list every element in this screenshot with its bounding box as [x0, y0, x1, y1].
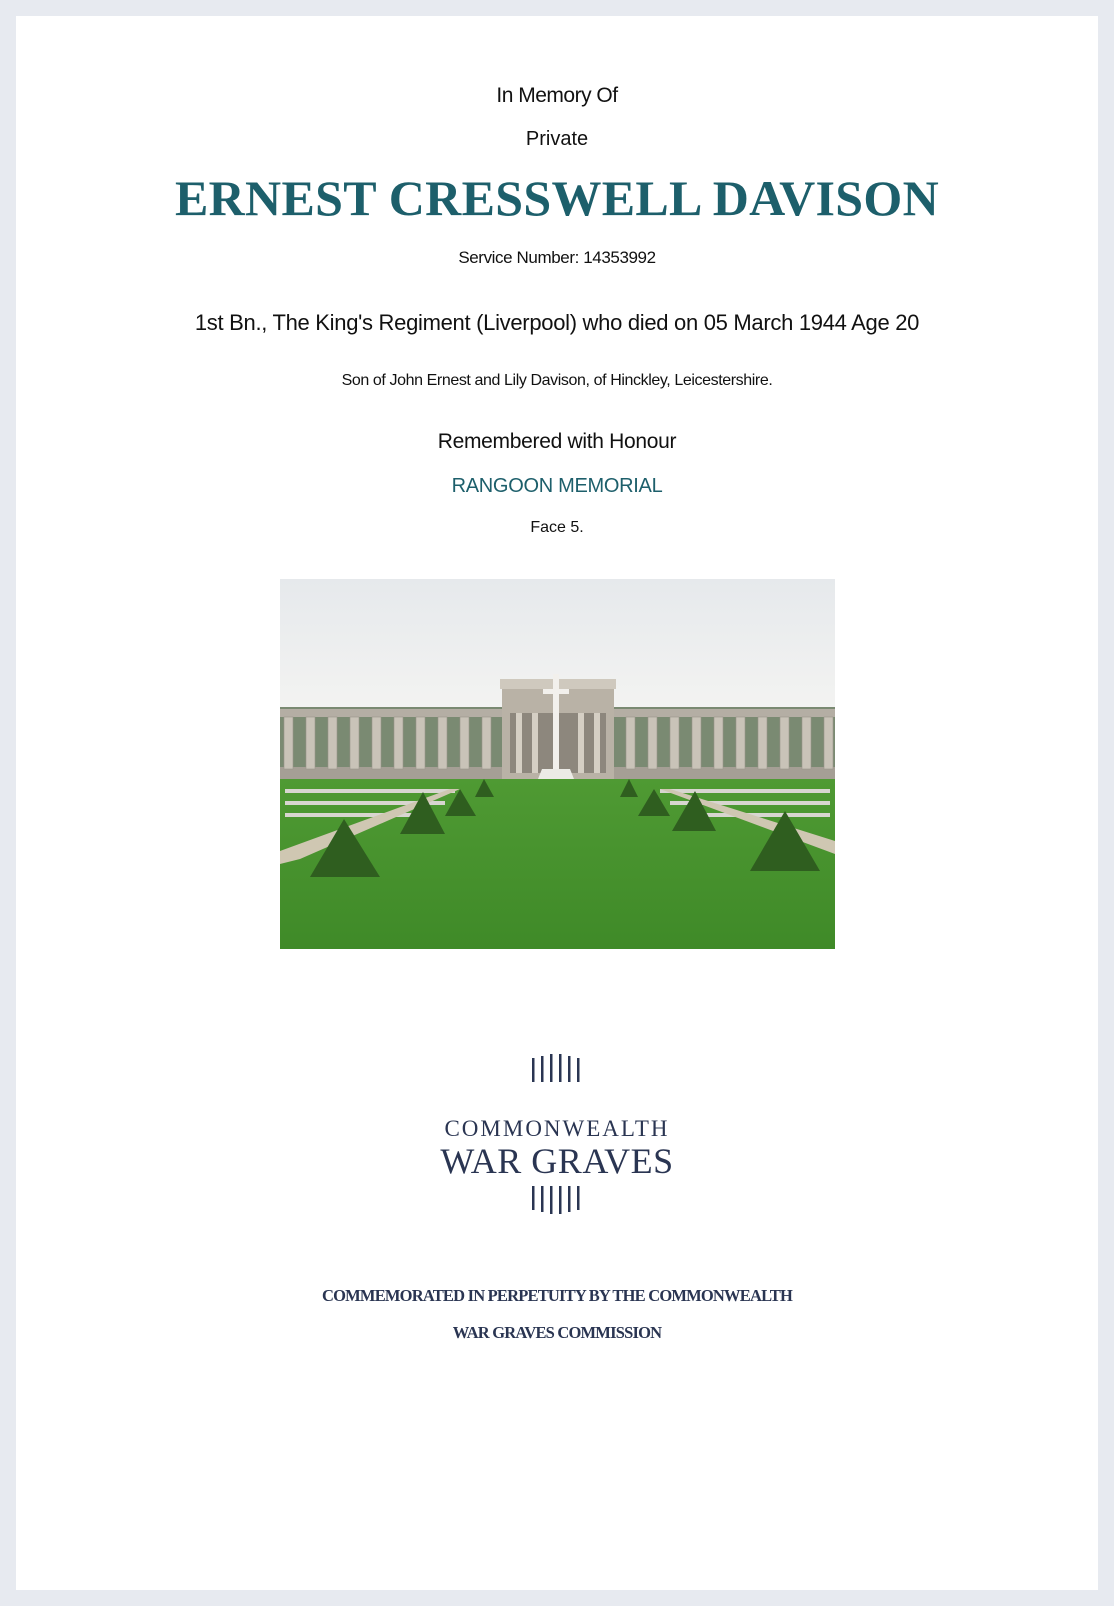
- memorial-name: RANGOON MEMORIAL: [451, 475, 663, 497]
- rank: Private: [525, 128, 589, 150]
- unit-and-death: 1st Bn., The King's Regiment (Liverpool) who died on 05 March 1944 Age 20: [194, 310, 920, 335]
- memorial-face: Face 5.: [530, 519, 584, 536]
- logo-top-bars-icon: [530, 1054, 584, 1084]
- service-number: Service Number: 14353992: [458, 248, 656, 267]
- in-memory-heading: In Memory Of: [496, 84, 618, 107]
- logo-line-commonwealth: COMMONWEALTH: [444, 1116, 670, 1141]
- logo-line-war-graves: WAR GRAVES: [440, 1141, 674, 1181]
- remembered-with-honour: Remembered with Honour: [437, 430, 677, 453]
- family-details: Son of John Ernest and Lily Davison, of Hinckley, Leicestershire.: [341, 372, 773, 389]
- certificate-page: [16, 16, 1098, 1590]
- commemorated-line-1: COMMEMORATED IN PERPETUITY BY THE COMMONWEALTH: [322, 1286, 792, 1305]
- soldier-name: ERNEST CRESSWELL DAVISON: [175, 170, 939, 226]
- memorial-photo: [280, 579, 835, 949]
- commemorated-line-2: WAR GRAVES COMMISSION: [452, 1323, 662, 1342]
- logo-bottom-bars-icon: [530, 1186, 584, 1216]
